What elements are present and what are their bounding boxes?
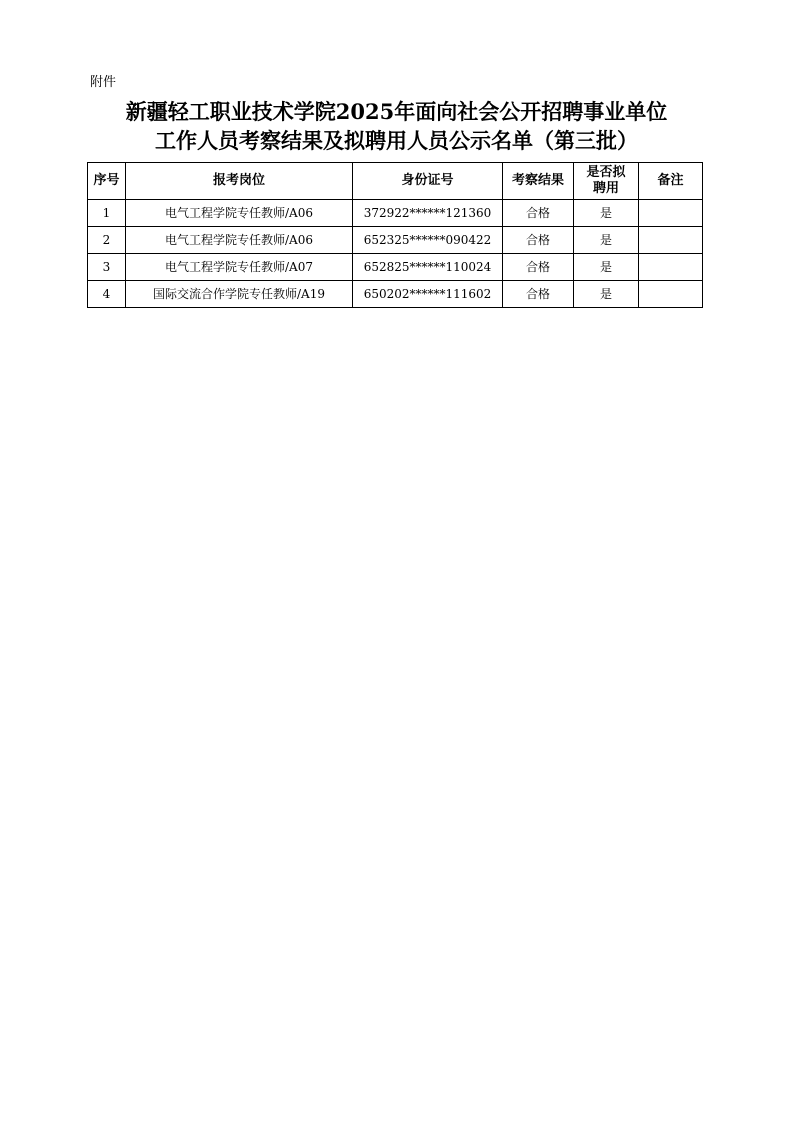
cell-position: 国际交流合作学院专任教师/A19 (126, 281, 353, 308)
attachment-label: 附件 (90, 75, 117, 90)
cell-hire: 是 (574, 200, 639, 227)
cell-position: 电气工程学院专任教师/A06 (126, 227, 353, 254)
cell-remark (639, 281, 703, 308)
cell-remark (639, 227, 703, 254)
cell-id-number: 652325******090422 (353, 227, 503, 254)
table-row (88, 200, 703, 227)
cell-id-number: 372922******121360 (353, 200, 503, 227)
cell-hire: 是 (574, 254, 639, 281)
header-id-number: 身份证号 (353, 163, 503, 200)
hiring-roster-table (87, 162, 703, 308)
header-position: 报考岗位 (126, 163, 353, 200)
header-hire-label: 是否拟聘用 (586, 165, 626, 196)
cell-seq: 2 (88, 227, 126, 254)
cell-seq: 1 (88, 200, 126, 227)
cell-position: 电气工程学院专任教师/A06 (126, 200, 353, 227)
header-seq: 序号 (88, 163, 126, 200)
cell-result: 合格 (503, 227, 574, 254)
table-row (88, 254, 703, 281)
cell-result: 合格 (503, 200, 574, 227)
cell-hire: 是 (574, 227, 639, 254)
cell-result: 合格 (503, 281, 574, 308)
cell-seq: 4 (88, 281, 126, 308)
table-header-row (88, 163, 703, 200)
cell-seq: 3 (88, 254, 126, 281)
header-remark: 备注 (639, 163, 703, 200)
cell-position: 电气工程学院专任教师/A07 (126, 254, 353, 281)
table-row (88, 227, 703, 254)
header-hire (574, 163, 639, 200)
table-row (88, 281, 703, 308)
cell-result: 合格 (503, 254, 574, 281)
cell-hire: 是 (574, 281, 639, 308)
cell-remark (639, 200, 703, 227)
header-result: 考察结果 (503, 163, 574, 200)
cell-remark (639, 254, 703, 281)
document-title-line-2: 工作人员考察结果及拟聘用人员公示名单（第三批） (155, 128, 638, 153)
cell-id-number: 650202******111602 (353, 281, 503, 308)
cell-id-number: 652825******110024 (353, 254, 503, 281)
document-title-line-1: 新疆轻工职业技术学院2025年面向社会公开招聘事业单位 (125, 99, 668, 124)
